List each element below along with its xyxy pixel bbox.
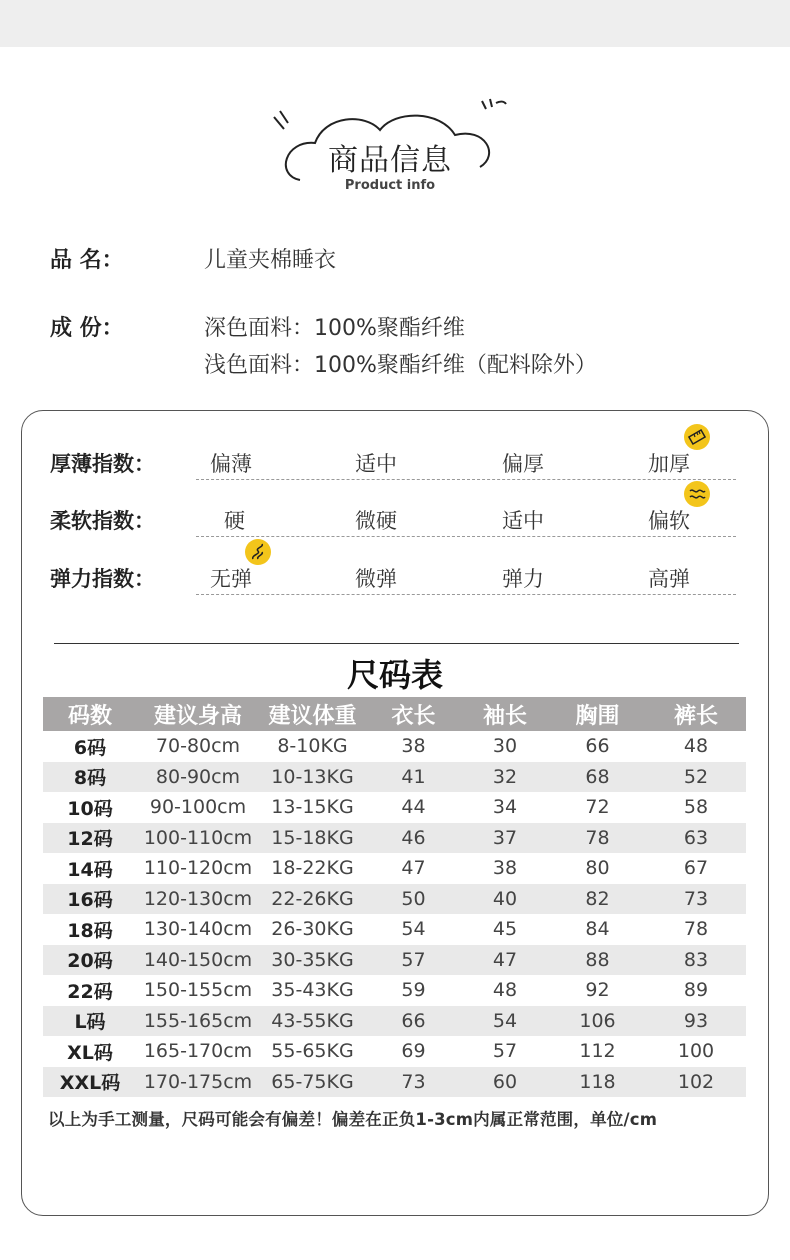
measure-cell: 93: [646, 1006, 746, 1037]
size-note: 以上为手工测量，尺码可能会有偏差！偏差在正负1-3cm内属正常范围，单位/cm: [48, 1110, 658, 1129]
measure-cell: 120-130cm: [137, 884, 259, 915]
measure-cell: 73: [366, 1067, 461, 1098]
name-label: 品 名：: [50, 248, 124, 273]
measure-cell: 48: [492, 979, 518, 1002]
table-row: [43, 823, 746, 854]
table-row: [43, 731, 746, 762]
header-cell: 裤长: [646, 697, 746, 731]
measure-cell: 45: [492, 918, 518, 941]
thickness-option-selected: 加厚: [648, 452, 690, 476]
measure-cell: 8-10KG: [277, 735, 348, 758]
softness-option: 微硬: [355, 509, 397, 533]
size-cell: 6码: [73, 736, 107, 759]
elasticity-option: 弹力: [502, 567, 544, 591]
table-row: [43, 1036, 746, 1067]
table-row: [43, 853, 746, 884]
table-row: [43, 1067, 746, 1098]
info-title: 商品信息: [328, 143, 452, 178]
size-cell: XXL码: [43, 1067, 137, 1098]
softness-option-selected: 偏软: [648, 509, 690, 533]
measure-cell: 67: [683, 857, 709, 880]
measure-cell: 92: [585, 979, 610, 1002]
size-cell: 12码: [43, 823, 137, 854]
measure-cell: 46: [366, 823, 461, 854]
measure-cell: 78: [683, 918, 709, 941]
measure-cell: 165-170cm: [143, 1040, 253, 1063]
size-cell: 14码: [67, 858, 113, 881]
composition-line-1: 深色面料：100%聚酯纤维: [204, 316, 465, 341]
measure-cell: 69: [401, 1040, 426, 1063]
measure-cell: 47: [401, 857, 426, 880]
thickness-option: 偏厚: [502, 452, 544, 476]
measure-cell: 38: [492, 857, 518, 880]
size-chart-title: 尺码表: [346, 656, 443, 694]
measure-cell: 140-150cm: [137, 945, 259, 976]
measure-cell: 155-165cm: [137, 1006, 259, 1037]
measure-cell: 58: [683, 796, 709, 819]
header-cell: 胸围: [549, 697, 646, 731]
size-table-header: [43, 697, 746, 731]
header-cell: 码数: [43, 697, 137, 731]
thickness-label: 厚薄指数：: [50, 452, 155, 476]
measure-cell: 130-140cm: [143, 918, 253, 941]
measure-cell: 112: [579, 1040, 616, 1063]
measure-cell: 44: [401, 796, 426, 819]
wave-icon: [684, 481, 710, 507]
spring-icon: [245, 539, 271, 565]
section-divider: [54, 643, 739, 644]
ruler-icon: [684, 424, 710, 450]
measure-cell: 50: [366, 884, 461, 915]
composition-line-2: 浅色面料：100%聚酯纤维（配料除外）: [204, 353, 597, 378]
measure-cell: 68: [549, 762, 646, 793]
measure-cell: 10-13KG: [259, 762, 366, 793]
product-info-badge: [270, 95, 510, 205]
header-cell: 衣长: [366, 697, 461, 731]
table-row: [43, 914, 746, 945]
measure-cell: 83: [646, 945, 746, 976]
elasticity-label: 弹力指数：: [50, 567, 155, 591]
elasticity-option-selected: 无弹: [210, 567, 252, 591]
table-row: [43, 945, 746, 976]
measure-cell: 57: [492, 1040, 518, 1063]
measure-cell: 65-75KG: [259, 1067, 366, 1098]
elasticity-dotted-line: [196, 594, 736, 595]
measure-cell: 57: [366, 945, 461, 976]
measure-cell: 54: [401, 918, 426, 941]
measure-cell: 63: [646, 823, 746, 854]
measure-cell: 59: [401, 979, 426, 1002]
measure-cell: 41: [366, 762, 461, 793]
measure-cell: 80-90cm: [137, 762, 259, 793]
measure-cell: 15-18KG: [259, 823, 366, 854]
thickness-option: 偏薄: [210, 452, 252, 476]
size-cell: 16码: [43, 884, 137, 915]
measure-cell: 55-65KG: [271, 1040, 354, 1063]
size-cell: 20码: [43, 945, 137, 976]
measure-cell: 78: [549, 823, 646, 854]
name-value: 儿童夹棉睡衣: [204, 248, 337, 273]
header-cell: 建议体重: [259, 697, 366, 731]
measure-cell: 26-30KG: [271, 918, 354, 941]
measure-cell: 48: [683, 735, 709, 758]
softness-option: 适中: [502, 509, 544, 533]
measure-cell: 30-35KG: [259, 945, 366, 976]
table-row: [43, 975, 746, 1006]
softness-option: 硬: [224, 509, 245, 533]
measure-cell: 66: [366, 1006, 461, 1037]
table-row: [43, 792, 746, 823]
measure-cell: 66: [585, 735, 610, 758]
table-row: [43, 884, 746, 915]
measure-cell: 80: [585, 857, 610, 880]
measure-cell: 170-175cm: [137, 1067, 259, 1098]
size-table: [43, 697, 746, 1097]
elasticity-option: 高弹: [648, 567, 690, 591]
measure-cell: 72: [585, 796, 610, 819]
measure-cell: 52: [646, 762, 746, 793]
top-band: [0, 0, 790, 47]
measure-cell: 38: [401, 735, 426, 758]
measure-cell: 82: [549, 884, 646, 915]
measure-cell: 110-120cm: [143, 857, 253, 880]
measure-cell: 150-155cm: [143, 979, 253, 1002]
measure-cell: 43-55KG: [259, 1006, 366, 1037]
measure-cell: 47: [461, 945, 549, 976]
measure-cell: 73: [646, 884, 746, 915]
measure-cell: 30: [492, 735, 518, 758]
header-cell: 建议身高: [137, 697, 259, 731]
softness-label: 柔软指数：: [50, 509, 155, 533]
measure-cell: 32: [461, 762, 549, 793]
measure-cell: 18-22KG: [271, 857, 354, 880]
size-cell: 8码: [43, 762, 137, 793]
size-cell: 22码: [67, 980, 113, 1003]
measure-cell: 100-110cm: [137, 823, 259, 854]
measure-cell: 13-15KG: [271, 796, 354, 819]
measure-cell: 90-100cm: [149, 796, 247, 819]
info-subtitle: Product info: [344, 178, 436, 193]
measure-cell: 88: [549, 945, 646, 976]
measure-cell: 106: [549, 1006, 646, 1037]
measure-cell: 118: [549, 1067, 646, 1098]
measure-cell: 40: [461, 884, 549, 915]
measure-cell: 54: [461, 1006, 549, 1037]
thickness-option: 适中: [355, 452, 397, 476]
size-cell: XL码: [67, 1041, 113, 1064]
size-cell: L码: [43, 1006, 137, 1037]
measure-cell: 100: [677, 1040, 715, 1063]
measure-cell: 34: [492, 796, 518, 819]
measure-cell: 84: [585, 918, 610, 941]
measure-cell: 35-43KG: [271, 979, 354, 1002]
softness-dotted-line: [196, 536, 736, 537]
header-cell: 袖长: [461, 697, 549, 731]
measure-cell: 22-26KG: [259, 884, 366, 915]
measure-cell: 37: [461, 823, 549, 854]
size-cell: 10码: [67, 797, 113, 820]
thickness-dotted-line: [196, 479, 736, 480]
table-row: [43, 762, 746, 793]
composition-label: 成 份：: [50, 316, 124, 341]
measure-cell: 102: [646, 1067, 746, 1098]
measure-cell: 60: [461, 1067, 549, 1098]
table-row: [43, 1006, 746, 1037]
elasticity-option: 微弹: [355, 567, 397, 591]
measure-cell: 89: [683, 979, 709, 1002]
measure-cell: 70-80cm: [155, 735, 241, 758]
size-cell: 18码: [67, 919, 113, 942]
